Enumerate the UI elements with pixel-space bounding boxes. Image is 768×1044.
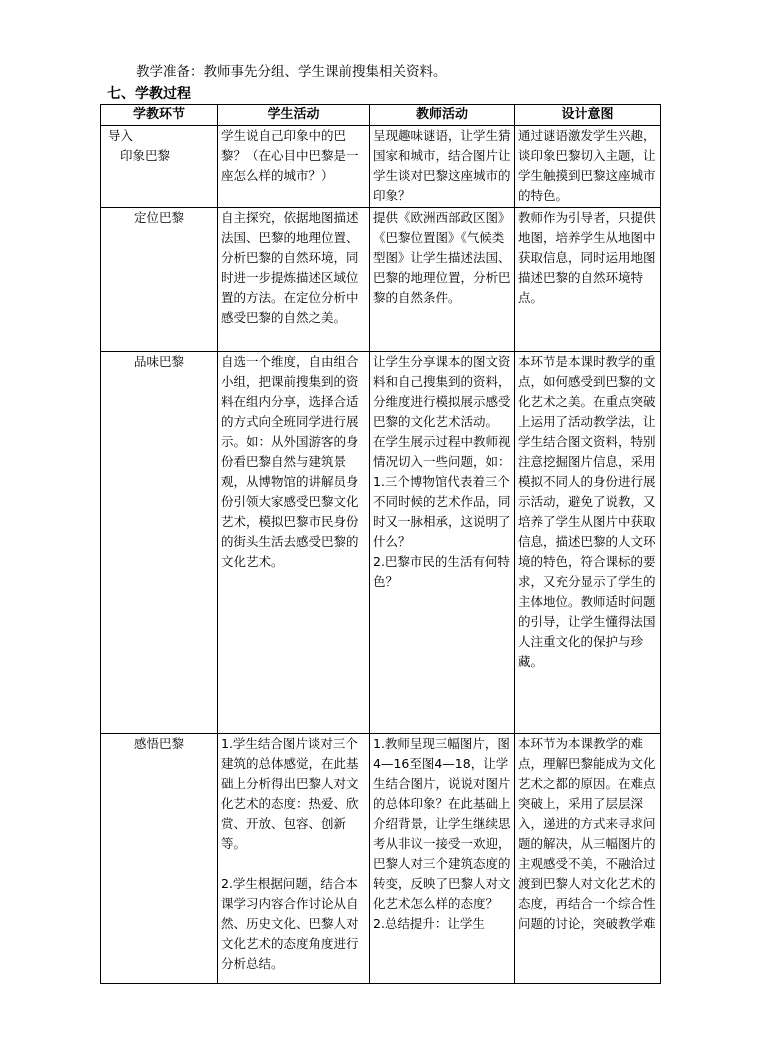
student-activity-cell: 学生说自己印象中的巴黎？（在心目中巴黎是一座怎么样的城市？） bbox=[218, 126, 370, 208]
teacher-activity-cell: 提供《欧洲西部政区图》《巴黎位置图》《气候类型图》让学生描述法国、巴黎的地理位置，分析巴黎的自然条件。 bbox=[370, 208, 515, 352]
student-activity-cell bbox=[218, 734, 370, 984]
design-intent-cell: 本环节为本课教学的难点，理解巴黎能成为文化艺术之都的原因。在难点突破上，采用了层层深入，递进的方式来寻求问题的解决，从三幅图片的主观感受不美，不融洽过渡到巴黎人对文化艺术的态度，再结合一个综合性问题的讨论，突破教学难 bbox=[515, 734, 661, 984]
table-row bbox=[101, 126, 661, 208]
section-heading: 七、学教过程 bbox=[107, 86, 191, 102]
teacher-paragraph: 在学生展示过程中教师视情况切入一些问题，如： bbox=[373, 434, 511, 469]
teacher-question: 1.三个博物馆代表着三个不同时候的艺术作品，同时又一脉相承，这说明了什么？ bbox=[373, 474, 511, 549]
teacher-paragraph: 让学生分享课本的图文资料和自己搜集到的资料，分维度进行模拟展示感受巴黎的文化艺术活动。 bbox=[373, 354, 511, 429]
header-design-intent: 设计意图 bbox=[515, 105, 661, 126]
student-paragraph: 1.学生结合图片谈对三个建筑的总体感觉，在此基础上分析得出巴黎人对文化艺术的态度：热爱、欣赏、开放、包容、创新等。 bbox=[221, 736, 359, 851]
header-student-activity: 学生活动 bbox=[218, 105, 370, 126]
teacher-activity-cell bbox=[370, 352, 515, 734]
teacher-activity-cell bbox=[370, 734, 515, 984]
preparation-line: 教学准备：教师事先分组、学生课前搜集相关资料。 bbox=[136, 64, 447, 80]
design-intent-cell: 本环节是本课时教学的重点，如何感受到巴黎的文化艺术之美。在重点突破上运用了活动教学法，让学生结合图文资料，特别注意挖掘图片信息，采用模拟不同人的身份进行展示活动，避免了说教，又培养了学生从图片中获取信息，描述巴黎的人文环境的特色，符合课标的要求，又充分显示了学生的主体地位。教师适时问题的引导，让学生懂得法国人注重文化的保护与珍藏。 bbox=[515, 352, 661, 734]
design-intent-cell: 通过谜语激发学生兴趣，谈印象巴黎切入主题，让学生触摸到巴黎这座城市的特色。 bbox=[515, 126, 661, 208]
table-header-row bbox=[101, 105, 661, 126]
teacher-paragraph: 2.总结提升：让学生 bbox=[373, 916, 485, 931]
table-row bbox=[101, 352, 661, 734]
header-stage: 学教环节 bbox=[101, 105, 218, 126]
stage-cell: 定位巴黎 bbox=[101, 208, 218, 352]
header-teacher-activity: 教师活动 bbox=[370, 105, 515, 126]
table-row bbox=[101, 208, 661, 352]
design-intent-cell: 教师作为引导者，只提供地图，培养学生从地图中获取信息，同时运用地图描述巴黎的自然环境特点。 bbox=[515, 208, 661, 352]
table-row bbox=[101, 734, 661, 984]
stage-label: 印象巴黎 bbox=[120, 148, 171, 163]
student-activity-cell: 自主探究，依据地图描述法国、巴黎的地理位置、分析巴黎的自然环境，同时进一步提炼描述区域位置的方法。在定位分析中感受巴黎的自然之美。 bbox=[218, 208, 370, 352]
stage-cell: 品味巴黎 bbox=[101, 352, 218, 734]
stage-label: 导入 bbox=[108, 128, 134, 143]
student-activity-cell: 自选一个维度，自由组合小组，把课前搜集到的资料在组内分享，选择合适的方式向全班同学进行展示。如：从外国游客的身份看巴黎自然与建筑景观，从博物馆的讲解员身份引领大家感受巴黎文化艺术，模拟巴黎市民身份的街头生活去感受巴黎的文化艺术。 bbox=[218, 352, 370, 734]
lesson-process-table bbox=[100, 104, 661, 984]
teacher-activity-cell: 呈现趣味谜语，让学生猜国家和城市，结合图片让学生谈对巴黎这座城市的印象？ bbox=[370, 126, 515, 208]
student-paragraph: 2.学生根据问题，结合本课学习内容合作讨论从自然、历史文化、巴黎人对文化艺术的态度角度进行分析总结。 bbox=[221, 876, 359, 971]
teacher-question: 2.巴黎市民的生活有何特色？ bbox=[373, 554, 510, 589]
teacher-paragraph: 1.教师呈现三幅图片，图4—16至图4—18，让学生结合图片，说说对图片的总体印象？在此基础上介绍背景，让学生继续思考从非议一接受一欢迎，巴黎人对三个建筑态度的转变，反映了巴黎人对文化艺术怎么样的态度？ bbox=[373, 736, 511, 911]
stage-cell bbox=[101, 126, 218, 208]
stage-cell: 感悟巴黎 bbox=[101, 734, 218, 984]
